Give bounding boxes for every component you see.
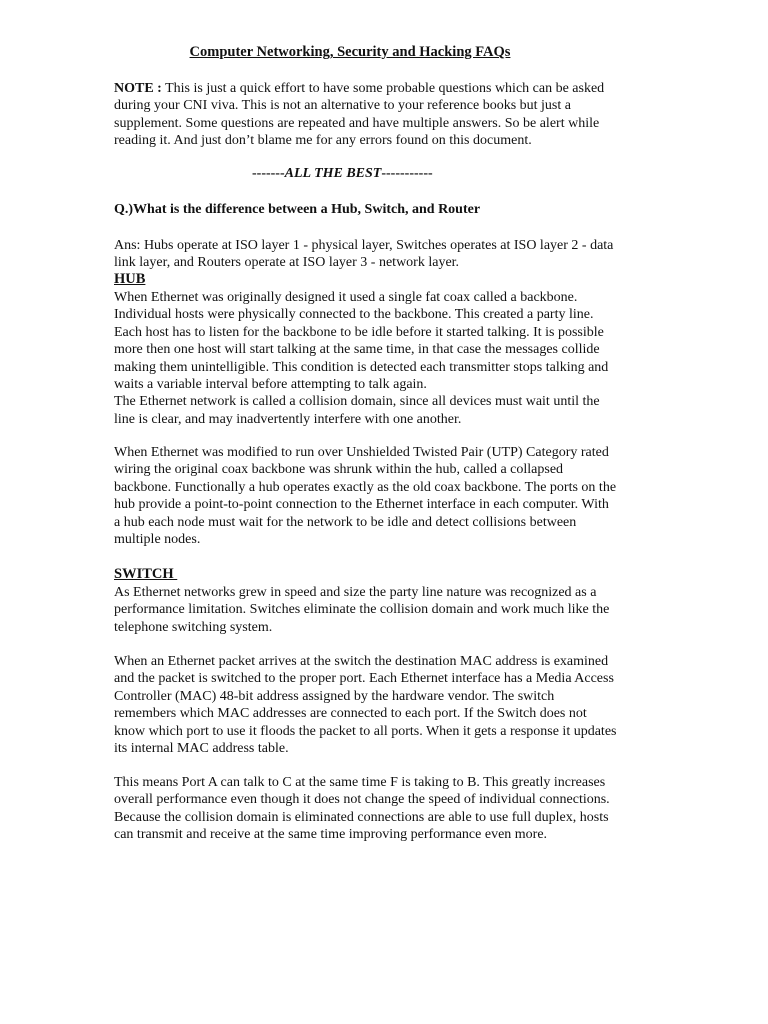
answer-line: Ans: Hubs operate at ISO layer 1 - physical layer, Switches operates at ISO layer 2 - data	[114, 238, 614, 253]
hub-paragraph-1	[114, 289, 660, 428]
hub-line: hub provide a point-to-point connection to the Ethernet interface in each computer. With	[114, 497, 609, 513]
document-title: Computer Networking, Security and Hacking FAQs	[189, 44, 511, 60]
question-heading: Q.)What is the difference between a Hub, Switch, and Router	[114, 202, 481, 217]
note-line: during your CNI viva. This is not an alternative to your reference books but just a	[114, 98, 571, 114]
hub-paragraph-2	[114, 444, 660, 548]
switch-line: can transmit and receive at the same time improving performance even more.	[114, 827, 548, 843]
hub-line: wiring the original coax backbone was shrunk within the hub, called a collapsed	[114, 462, 564, 478]
switch-paragraph-1	[114, 584, 660, 636]
switch-line: As Ethernet networks grew in speed and size the party line nature was recognized as a	[114, 585, 597, 600]
hub-line: line is clear, and may inadvertently interfere with one another.	[114, 411, 462, 427]
switch-paragraph-3	[114, 774, 660, 844]
hub-line: Individual hosts were physically connected to the backbone. This created a party line.	[114, 307, 594, 323]
switch-line: performance limitation. Switches eliminate the collision domain and work much like the	[114, 602, 610, 618]
switch-line: know which port to use it floods the packet to all ports. When it gets a response it updates	[114, 723, 617, 739]
hub-line: multiple nodes.	[114, 532, 201, 548]
hub-line: The Ethernet network is called a collision domain, since all devices must wait until the	[114, 394, 600, 410]
answer-line: link layer, and Routers operate at ISO layer 3 - network layer.	[114, 255, 460, 271]
switch-line: telephone switching system.	[114, 619, 273, 635]
hub-line: waits a variable interval before attempting to talk again.	[114, 377, 427, 393]
note-line: NOTE : This is just a quick effort to have some probable questions which can be asked	[114, 81, 605, 96]
switch-line: overall performance even though it does not change the speed of individual connections.	[114, 792, 610, 808]
hub-line: more then one host will start talking at the same time, in that case the messages collide	[114, 342, 600, 358]
switch-line: This means Port A can talk to C at the same time F is taking to B. This greatly increases	[114, 775, 606, 790]
hub-line: When Ethernet was modified to run over Unshielded Twisted Pair (UTP) Category rated	[114, 445, 609, 460]
answer-paragraph	[114, 237, 660, 272]
note-paragraph	[114, 80, 660, 150]
all-the-best-banner: -------ALL THE BEST-----------	[252, 166, 433, 181]
hub-line: backbone. Functionally a hub operates exactly as the old coax backbone. The ports on the	[114, 479, 617, 495]
note-line: reading it. And just don’t blame me for any errors found on this document.	[114, 133, 532, 149]
switch-line: and the packet is switched to the proper port. Each Ethernet interface has a Media Access	[114, 671, 614, 687]
switch-heading: SWITCH	[114, 566, 178, 582]
switch-line: its internal MAC address table.	[114, 741, 289, 757]
note-line: supplement. Some questions are repeated and have multiple answers. So be alert while	[114, 115, 600, 131]
hub-line: a hub each node must wait for the network to be idle and detect collisions between	[114, 514, 577, 530]
note-label: NOTE :	[114, 81, 162, 96]
switch-paragraph-2	[114, 653, 660, 757]
switch-line: Because the collision domain is eliminated connections are able to use full duplex, hosts	[114, 809, 609, 825]
hub-line: making them unintelligible. This condition is detected each transmitter stops talking and	[114, 359, 609, 375]
hub-heading: HUB	[114, 271, 146, 287]
hub-line: Each host has to listen for the backbone to be idle before it started talking. It is possible	[114, 324, 604, 340]
switch-line: Controller (MAC) 48-bit address assigned by the hardware vendor. The switch	[114, 688, 555, 704]
hub-line: When Ethernet was originally designed it used a single fat coax called a backbone.	[114, 290, 578, 305]
switch-line: When an Ethernet packet arrives at the switch the destination MAC address is examined	[114, 654, 609, 669]
switch-line: remembers which MAC addresses are connected to each port. If the Switch does not	[114, 706, 587, 722]
